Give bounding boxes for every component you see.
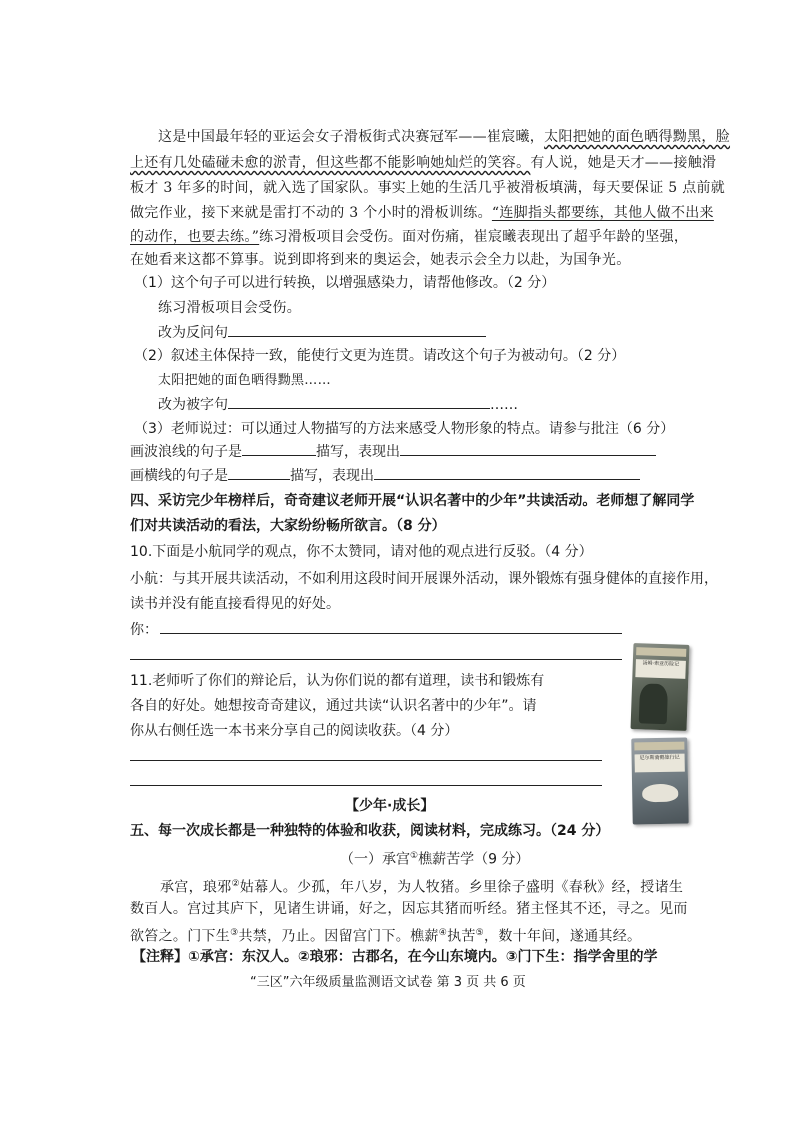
q3-prompt: （3）老师说过：可以通过人物描写的方法来感受人物形象的特点。请参与批注（6 分）	[134, 421, 675, 437]
underlined-sentence: 的动作，也要去练。”	[130, 229, 260, 245]
book-banner	[636, 647, 686, 657]
classical-text: 共禁，乃止。因留宫门下。樵薪	[238, 928, 439, 945]
classical-text: 姑幕人。少孤，年八岁，为人牧猪。乡里徐子盛明《春秋》经，授诸生	[239, 879, 684, 896]
note-marker: ④	[438, 928, 448, 938]
q11-answer-line-1[interactable]	[130, 760, 602, 761]
passage-line-1	[158, 126, 730, 148]
q2-answer-blank[interactable]	[228, 394, 490, 409]
q3-wavy-label-2: 描写，表现出	[316, 444, 400, 460]
q3-straight-label-2: 描写，表现出	[290, 468, 374, 484]
q3-wavy-row	[130, 441, 656, 463]
classical-text: ，数十年间，遂通其经。	[484, 928, 642, 945]
q1-answer-blank[interactable]	[228, 322, 486, 337]
q3-straight-label: 画横线的句子是	[130, 468, 228, 484]
page-footer: “三区”六年级质量监测语文试卷 第 3 页 共 6 页	[250, 975, 526, 990]
classical-text: 欲笞之。门下生	[130, 928, 231, 945]
q10-view-line-1: 小航：与其开展共读活动，不如利用这段时间开展课外活动，课外锻炼有强身健体的直接作用，	[130, 571, 718, 587]
notes-row	[132, 946, 658, 968]
book-cover-nils[interactable]	[631, 738, 688, 825]
q2-ellipsis: ……	[490, 397, 518, 413]
passage-line-6: 在她看来这都不算事。说到即将到来的奥运会，她表示会全力以赴，为国争光。	[130, 252, 631, 268]
q3-wavy-label: 画波浪线的句子是	[130, 444, 242, 460]
section-tag: 【少年·成长】	[345, 798, 435, 814]
q1-answer-row	[158, 322, 486, 344]
q10-prompt: 10.下面是小航同学的观点，你不太赞同，请对他的观点进行反驳。（4 分）	[130, 544, 593, 560]
q2-answer-label: 改为被字句	[158, 397, 228, 413]
book-covers	[632, 644, 690, 826]
q2-prompt: （2）叙述主体保持一致，能使行文更为连贯。请改这个句子为被动句。（2 分）	[134, 348, 626, 364]
note-marker: ②	[231, 879, 240, 889]
q3-straight-blank-2[interactable]	[374, 465, 640, 480]
passage-text: 做完作业，接下来就是雷打不动的 3 个小时的滑板训练。	[130, 205, 492, 221]
q10-you-label: 你：	[130, 622, 158, 638]
q3-straight-blank-1[interactable]	[228, 465, 290, 480]
notes-text: ①承宫：东汉人。②琅邪：古郡名，在今山东境内。③门下生：指学舍里的学	[188, 949, 658, 965]
q10-view-line-2: 读书并没有能直接看得见的好处。	[130, 596, 340, 612]
section5-subtitle	[340, 845, 529, 871]
note-marker: ③	[230, 928, 239, 938]
q3-wavy-blank-1[interactable]	[242, 441, 316, 456]
q11-answer-line-2[interactable]	[130, 785, 602, 786]
q11-line-1: 11.老师听了你们的辩论后，认为你们说的都有道理，读书和锻炼有	[130, 673, 545, 689]
q10-answer-line-1[interactable]	[160, 633, 622, 634]
q1-answer-label: 改为反问句	[158, 325, 228, 341]
goose-illustration	[642, 784, 678, 803]
classical-line-2: 数百人。宫过其庐下，见诸生讲诵，好之，因忘其猪而听经。猪主怪其不还，寻之。见而	[130, 901, 688, 917]
wavy-sentence: 太阳把她的面色晒得黝黑，脸	[544, 129, 731, 145]
passage-line-4	[130, 202, 714, 224]
classical-text: 承宫，琅邪	[160, 879, 232, 896]
classical-line-3	[130, 922, 641, 948]
section4-title-line-1: 四、采访完少年榜样后，奇奇建议老师开展“认识名著中的少年”共读活动。老师想了解同学	[130, 493, 695, 509]
wavy-sentence: 上还有几处磕碰未愈的淤青，但这些都不能影响她灿烂的笑容。	[130, 155, 531, 171]
passage-line-5	[130, 226, 688, 248]
q1-prompt: （1）这个句子可以进行转换，以增强感染力，请帮他修改。（2 分）	[134, 275, 556, 291]
subtitle-text: （一）承宫	[340, 851, 410, 868]
book-illustration	[639, 683, 668, 724]
classical-line-1	[160, 873, 683, 899]
section5-title: 五、每一次成长都是一种独特的体验和收获，阅读材料，完成练习。（24 分）	[130, 823, 610, 839]
q2-sentence: 太阳把她的面色晒得黝黑……	[158, 373, 331, 388]
q3-straight-row	[130, 465, 640, 487]
subtitle-text: 樵薪苦学（9 分）	[418, 851, 530, 868]
q10-answer-line-2[interactable]	[130, 659, 622, 660]
classical-text: 执苦	[447, 928, 476, 945]
section4-title-line-2: 们对共读活动的看法，大家纷纷畅所欲言。（8 分）	[130, 518, 446, 534]
book-banner	[634, 742, 684, 751]
q2-answer-row	[158, 394, 518, 416]
q1-sentence: 练习滑板项目会受伤。	[158, 300, 301, 316]
passage-text: 有人说，她是天才——接触滑	[530, 155, 717, 171]
q11-line-3: 你从右侧任选一本书来分享自己的阅读收获。（4 分）	[130, 723, 459, 739]
book-title-1: 汤姆·索亚历险记	[635, 659, 686, 679]
q11-line-2: 各自的好处。她想按奇奇建议，通过共读“认识名著中的少年”。请	[130, 698, 537, 714]
book-cover-tom-sawyer[interactable]	[631, 643, 690, 731]
notes-label: 【注释】	[132, 949, 188, 965]
note-marker: ⑤	[475, 928, 485, 938]
passage-line-2	[130, 152, 716, 174]
book-title-2: 尼尔斯骑鹅旅行记	[635, 754, 685, 773]
underlined-sentence: “连脚指头都要练，其他人做不出来	[491, 205, 714, 221]
passage-text: 这是中国最年轻的亚运会女子滑板街式决赛冠军——崔宸曦，	[158, 129, 545, 145]
passage-text: 练习滑板项目会受伤。面对伤痛，崔宸曦表现出了超乎年龄的坚强，	[259, 229, 689, 245]
q3-wavy-blank-2[interactable]	[400, 441, 656, 456]
passage-line-3: 板才 3 年多的时间，就入选了国家队。事实上她的生活几乎被滑板填满，每天要保证 5 点前就	[130, 180, 726, 196]
note-marker: ①	[410, 851, 419, 861]
